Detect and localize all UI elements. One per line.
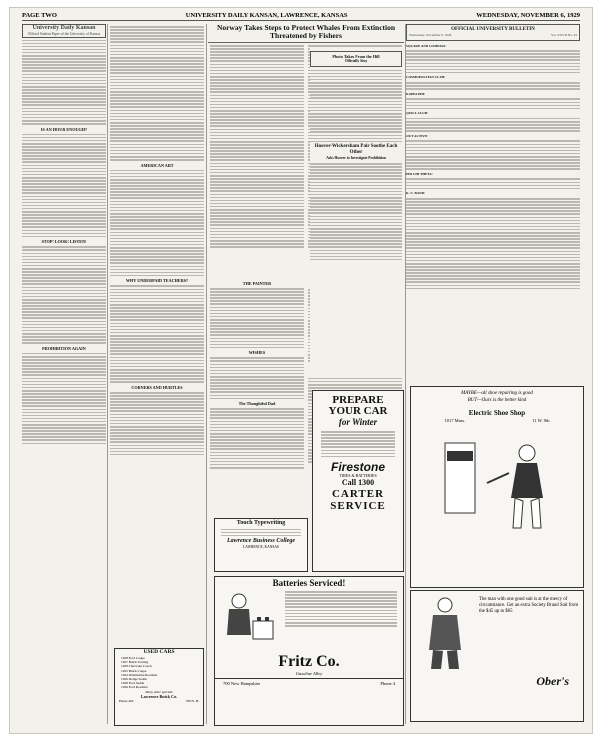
list-item: 1928 Chevrolet Coach [121, 664, 152, 669]
text-block [110, 392, 204, 455]
section-heading: WISHES [248, 350, 266, 356]
section-heading: CORNERS AND HURTLES [131, 384, 183, 390]
text-block [210, 357, 304, 399]
shoe-shop-ad: MAYBE—all shoe repairing is good BUT—Ours is the better kind Electric Shoe Shop 1017 Mass. 11 W. 9th [410, 386, 584, 588]
notice-heading: SQUARE AND COMPASS: [406, 43, 447, 48]
fritz-logo: Fritz Co. [278, 653, 340, 670]
editorial-heading: IS AN HOUR ENOUGH? [40, 126, 88, 132]
carter-service-ad: PREPARE YOUR CAR for Winter Firestone TIRES & BATTERIES Call 1300 CARTER SERVICE [312, 390, 404, 572]
section-heading: Hoover-Wickersham Pair Soothe Each Other [314, 144, 398, 156]
feature-column [110, 24, 204, 724]
text-block [210, 288, 304, 348]
list-item: 1926 Dodge Sedan [121, 677, 147, 682]
list-item: 1928 Ford Coupe [121, 656, 145, 660]
list-item: 1928 Ford Sedan [121, 681, 145, 686]
list-item: 1924 Oldsmobile Roadster [121, 672, 158, 677]
text-block [22, 134, 106, 238]
text-block [110, 26, 204, 161]
column-rule [107, 24, 108, 724]
list-item: 1925 Buick Coupe [121, 668, 147, 673]
section-heading: AMERICAN ART [140, 162, 174, 168]
text-block [310, 163, 402, 261]
notice-heading: COSMOPOLITAN CLUB: [406, 75, 446, 80]
obers-ad: The man with one good suit is at the mercy of circumstance. Get an extra Society Brand Suit from the $45 up to $65 Ober's [410, 590, 584, 722]
issue-date: WEDNESDAY, NOVEMBER 6, 1929 [476, 12, 580, 19]
text-block [210, 408, 304, 468]
editorial-column [22, 24, 106, 724]
bulletin-volume: Vol. XXVII No. 43 [550, 33, 577, 37]
newspaper-title: UNIVERSITY DAILY KANSAN, LAWRENCE, KANSAS [185, 12, 348, 19]
text-block [210, 45, 304, 248]
text-block [22, 40, 106, 125]
man-in-suit-illustration [415, 595, 475, 670]
section-heading: The Thoughtful Dad [238, 401, 276, 407]
text-block [22, 246, 106, 344]
used-cars-ad: USED CARS 1928 Ford Coupe 1927 Buick Touring 1928 Chevrolet Coach 1925 Buick Coupe 1924 Oldsmobile Roadster 1926 Dodge Sedan 1928 Ford Sedan 1926 Ford Roadster Many other specials Lawrence Buick Co. Phone 492 700 N. H. [114, 648, 204, 726]
column-rule [206, 24, 207, 724]
section-heading: WHY UNDERPAID TEACHERS? [125, 278, 189, 284]
battery-man-illustration [219, 591, 279, 651]
notice-heading: OUT ACTIVE: [406, 133, 429, 138]
text-block [310, 70, 402, 143]
notice-heading: K. U. BAND: [406, 191, 426, 196]
bulletin-title: OFFICIAL UNIVERSITY BULLETIN [451, 27, 535, 32]
editorial-heading: PROHIBITION AGAIN [42, 345, 86, 351]
typewriting-ad: Touch Typewriting Lawrence Business College LAWRENCE, KANSAS [214, 518, 308, 572]
fritz-batteries-ad: Batteries Serviced! Fritz Co. Gasoline Alley 700 New Hampshire Phone 4 [214, 576, 404, 726]
used-car-list [115, 656, 203, 690]
official-bulletin [406, 24, 580, 384]
masthead: University Daily Kansan Official Student Paper of the University of Kansas [22, 24, 106, 38]
notice-heading: QUILL CLUB: [406, 111, 429, 116]
photo-column: Photo Takes From the Hill Officially Stuy Hoover-Wickersham Pair Soothe Each Other Asks Hoover to Investigate Prohibition [310, 48, 402, 378]
newspaper-page [9, 7, 593, 734]
text-block [110, 285, 204, 383]
bulletin-date: Wednesday, November 6, 1929 [409, 33, 452, 37]
page-number: PAGE TWO [22, 12, 57, 19]
obers-logo: Ober's [536, 674, 569, 688]
notice-heading: PHI CHI THETA: [406, 171, 433, 176]
list-item: 1927 Buick Touring [121, 660, 149, 665]
list-item: 1926 Ford Roadster [121, 685, 148, 690]
lead-headline: Norway Takes Steps to Protect Whales From Extinction Threatened by Fishers [208, 24, 404, 43]
page-header [22, 12, 580, 21]
firestone-logo: Firestone [330, 460, 385, 475]
notice-heading: KAPPA PHI: [406, 91, 426, 96]
editorial-heading: STOP! LOOK! LISTEN! [41, 239, 87, 245]
cleaning-illustration [417, 423, 577, 543]
text-block [110, 170, 204, 277]
section-heading: THE PAINTER [242, 281, 272, 286]
section-heading: Photo Takes From the Hill [332, 54, 380, 59]
text-block [22, 353, 106, 444]
